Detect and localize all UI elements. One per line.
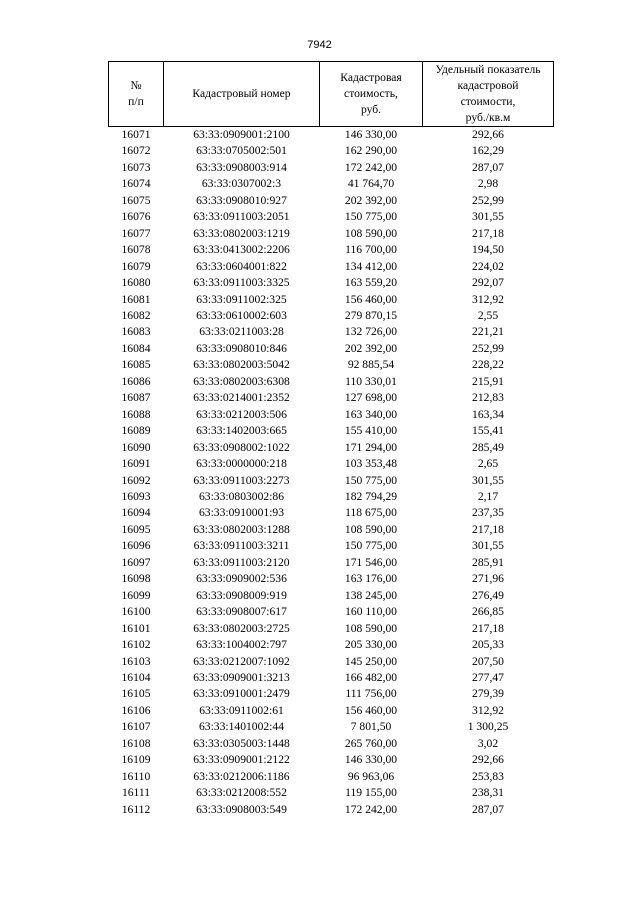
table-row [109, 505, 554, 521]
table-row [109, 423, 554, 439]
row-number-cell: 16076 [121, 210, 151, 224]
specific-value-cell: 285,91 [472, 555, 504, 569]
specific-value-cell: 224,02 [472, 259, 504, 273]
header-num-line: п/п [128, 95, 144, 108]
cadastral-value-cell: 162 290,00 [344, 144, 398, 158]
cadastral-number-cell: 63:33:0911003:3325 [193, 276, 290, 290]
cadastral-number-cell: 63:33:0911003:3211 [193, 539, 290, 553]
table-row [109, 802, 554, 818]
cadastral-value-cell: 7 801,50 [350, 720, 392, 734]
row-number-cell: 16099 [121, 588, 151, 602]
cadastral-number-cell: 63:33:0610002:603 [196, 308, 287, 322]
header-specific-value-line: кадастровой [457, 79, 519, 92]
cadastral-value-cell: 172 242,00 [344, 160, 398, 174]
table-row [109, 308, 554, 324]
row-number-cell: 16088 [121, 407, 151, 421]
cadastral-number-cell: 63:33:0910001:93 [198, 506, 285, 520]
row-number-cell: 16093 [121, 489, 151, 503]
cadastral-table [108, 61, 554, 818]
cadastral-value-cell: 279 870,15 [344, 308, 398, 322]
cadastral-number-cell: 63:33:0413002:2206 [193, 243, 290, 257]
cadastral-number-cell: 63:33:0911003:2273 [193, 473, 290, 487]
specific-value-cell: 163,34 [472, 407, 504, 421]
header-cadastral-value [320, 62, 423, 127]
specific-value-cell: 215,91 [472, 374, 504, 388]
specific-value-cell: 312,92 [472, 703, 504, 717]
table-row [109, 292, 554, 308]
specific-value-cell: 287,07 [472, 160, 504, 174]
specific-value-cell: 221,21 [472, 325, 504, 339]
row-number-cell: 16100 [121, 605, 151, 619]
table-row [109, 242, 554, 258]
row-number-cell: 16072 [121, 144, 151, 158]
table-row [109, 407, 554, 423]
cadastral-value-cell: 163 340,00 [344, 407, 398, 421]
cadastral-number-cell: 63:33:0307002:3 [201, 177, 282, 191]
cadastral-value-cell: 265 760,00 [344, 736, 398, 750]
specific-value-cell: 277,47 [472, 670, 504, 684]
cadastral-number-cell: 63:33:0909001:3213 [193, 670, 290, 684]
row-number-cell: 16081 [121, 292, 151, 306]
cadastral-number-cell: 63:33:0000000:218 [196, 457, 287, 471]
specific-value-cell: 162,29 [472, 144, 504, 158]
table-row [109, 555, 554, 571]
table-row [109, 160, 554, 176]
table-row [109, 522, 554, 538]
cadastral-value-cell: 134 412,00 [344, 259, 398, 273]
cadastral-number-cell: 63:33:0908007:617 [196, 605, 287, 619]
table-row [109, 670, 554, 686]
header-specific-value-line: стоимости, [460, 95, 516, 108]
table-row [109, 226, 554, 242]
cadastral-number-cell: 63:33:0911002:61 [199, 703, 284, 717]
specific-value-cell: 217,18 [472, 621, 504, 635]
cadastral-value-cell: 96 963,06 [347, 769, 395, 783]
table-row [109, 538, 554, 554]
row-number-cell: 16110 [121, 769, 151, 783]
header-num-line: № [130, 79, 142, 92]
row-number-cell: 16075 [121, 193, 151, 207]
table-row [109, 324, 554, 340]
cadastral-value-cell: 127 698,00 [344, 391, 398, 405]
cadastral-number-cell: 63:33:0908010:927 [196, 193, 287, 207]
specific-value-cell: 228,22 [472, 358, 504, 372]
row-number-cell: 16112 [121, 802, 151, 816]
table-row [109, 259, 554, 275]
cadastral-value-cell: 108 590,00 [344, 226, 398, 240]
specific-value-cell: 301,55 [472, 210, 504, 224]
table-row [109, 736, 554, 752]
cadastral-number-cell: 63:33:0909002:536 [196, 572, 287, 586]
row-number-cell: 16080 [121, 276, 151, 290]
cadastral-number-cell: 63:33:0908010:846 [196, 341, 287, 355]
table-row [109, 390, 554, 406]
cadastral-number-cell: 63:33:0908009:919 [196, 588, 287, 602]
specific-value-cell: 292,07 [472, 276, 504, 290]
cadastral-value-cell: 92 885,54 [347, 358, 395, 372]
header-cadastral-number [164, 62, 320, 127]
cadastral-value-cell: 103 353,48 [344, 457, 398, 471]
table-body [109, 127, 554, 819]
cadastral-number-cell: 63:33:0604001:822 [196, 259, 287, 273]
row-number-cell: 16077 [121, 226, 151, 240]
specific-value-cell: 292,66 [472, 753, 504, 767]
specific-value-cell: 292,66 [472, 128, 504, 141]
specific-value-cell: 253,83 [472, 769, 504, 783]
specific-value-cell: 301,55 [472, 473, 504, 487]
row-number-cell: 16083 [121, 325, 151, 339]
specific-value-cell: 252,99 [472, 193, 504, 207]
cadastral-value-cell: 145 250,00 [344, 654, 398, 668]
cadastral-number-cell: 63:33:0911003:2120 [193, 555, 290, 569]
row-number-cell: 16086 [121, 374, 151, 388]
table-row [109, 440, 554, 456]
cadastral-value-cell: 116 700,00 [345, 243, 397, 257]
cadastral-value-cell: 108 590,00 [344, 621, 398, 635]
row-number-cell: 16096 [121, 539, 151, 553]
row-number-cell: 16090 [121, 440, 151, 454]
cadastral-value-cell: 119 155,00 [345, 786, 397, 800]
cadastral-number-cell: 63:33:0911002:325 [196, 292, 287, 306]
cadastral-number-cell: 63:33:0909001:2100 [193, 128, 290, 141]
table-header [109, 62, 554, 127]
cadastral-value-cell: 171 546,00 [344, 555, 398, 569]
cadastral-value-cell: 205 330,00 [344, 638, 398, 652]
cadastral-number-cell: 63:33:0910001:2479 [193, 687, 290, 701]
table-row [109, 588, 554, 604]
cadastral-number-cell: 63:33:0212008:552 [196, 786, 287, 800]
row-number-cell: 16106 [121, 703, 151, 717]
cadastral-value-cell: 150 775,00 [344, 473, 398, 487]
row-number-cell: 16108 [121, 736, 151, 750]
table-row [109, 719, 554, 735]
cadastral-value-cell: 118 675,00 [345, 506, 397, 520]
specific-value-cell: 301,55 [472, 539, 504, 553]
cadastral-number-cell: 63:33:0802003:1219 [193, 226, 290, 240]
specific-value-cell: 276,49 [472, 588, 504, 602]
cadastral-number-cell: 63:33:1004002:797 [196, 638, 287, 652]
table-row [109, 374, 554, 390]
table-row [109, 785, 554, 801]
cadastral-value-cell: 163 559,20 [344, 276, 398, 290]
table-row [109, 209, 554, 225]
row-number-cell: 16095 [121, 522, 151, 536]
table-row [109, 127, 554, 144]
specific-value-cell: 2,17 [477, 489, 499, 503]
page-number: 7942 [307, 39, 332, 51]
table-row [109, 489, 554, 505]
specific-value-cell: 287,07 [472, 802, 504, 816]
cadastral-number-cell: 63:33:0802003:2725 [193, 621, 290, 635]
table-row [109, 143, 554, 159]
cadastral-value-cell: 150 775,00 [344, 539, 398, 553]
cadastral-value-cell: 110 330,01 [345, 374, 397, 388]
cadastral-number-cell: 63:33:0305003:1448 [193, 736, 290, 750]
table-row [109, 571, 554, 587]
cadastral-number-cell: 63:33:0802003:5042 [193, 358, 290, 372]
row-number-cell: 16073 [121, 160, 151, 174]
row-number-cell: 16079 [121, 259, 151, 273]
cadastral-number-cell: 63:33:0211003:28 [199, 325, 284, 339]
cadastral-number-cell: 63:33:0803002:86 [198, 489, 285, 503]
table-row [109, 176, 554, 192]
specific-value-cell: 207,50 [472, 654, 504, 668]
row-number-cell: 16094 [121, 506, 151, 520]
specific-value-cell: 2,65 [477, 457, 499, 471]
specific-value-cell: 217,18 [472, 226, 504, 240]
row-number-cell: 16107 [121, 720, 151, 734]
table-row [109, 703, 554, 719]
cadastral-value-cell: 108 590,00 [344, 522, 398, 536]
specific-value-cell: 3,02 [477, 736, 499, 750]
row-number-cell: 16092 [121, 473, 151, 487]
cadastral-number-cell: 63:33:0908003:914 [196, 160, 287, 174]
table-row [109, 193, 554, 209]
specific-value-cell: 155,41 [472, 424, 504, 438]
row-number-cell: 16109 [121, 753, 151, 767]
cadastral-value-cell: 160 110,00 [345, 605, 397, 619]
header-num [109, 62, 164, 127]
cadastral-value-cell: 156 460,00 [344, 703, 398, 717]
specific-value-cell: 2,55 [477, 308, 499, 322]
cadastral-number-cell: 63:33:0802003:1288 [193, 522, 290, 536]
table-row [109, 604, 554, 620]
row-number-cell: 16074 [121, 177, 151, 191]
header-row [109, 62, 554, 127]
row-number-cell: 16082 [121, 308, 151, 322]
table-row [109, 357, 554, 373]
specific-value-cell: 271,96 [472, 572, 504, 586]
cadastral-value-cell: 202 392,00 [344, 193, 398, 207]
specific-value-cell: 266,85 [472, 605, 504, 619]
cadastral-number-cell: 63:33:0908003:549 [196, 802, 287, 816]
header-cadastral-value-line: стоимость, [344, 87, 398, 100]
table-row [109, 769, 554, 785]
specific-value-cell: 217,18 [472, 522, 504, 536]
cadastral-number-cell: 63:33:1402003:665 [196, 424, 287, 438]
cadastral-number-cell: 63:33:0705002:501 [196, 144, 287, 158]
table-row [109, 473, 554, 489]
specific-value-cell: 1 300,25 [467, 720, 509, 734]
cadastral-value-cell: 202 392,00 [344, 341, 398, 355]
row-number-cell: 16091 [121, 457, 151, 471]
cadastral-value-cell: 172 242,00 [344, 802, 398, 816]
cadastral-number-cell: 63:33:0909001:2122 [193, 753, 290, 767]
cadastral-number-cell: 63:33:0214001:2352 [193, 391, 290, 405]
specific-value-cell: 205,33 [472, 638, 504, 652]
row-number-cell: 16111 [121, 786, 151, 800]
row-number-cell: 16105 [121, 687, 151, 701]
header-specific-value [423, 62, 554, 127]
cadastral-value-cell: 146 330,00 [344, 753, 398, 767]
table-row [109, 654, 554, 670]
specific-value-cell: 194,50 [472, 243, 504, 257]
cadastral-number-cell: 63:33:0212006:1186 [193, 769, 290, 783]
row-number-cell: 16089 [121, 424, 151, 438]
header-cadastral-value-line: руб. [360, 103, 382, 116]
row-number-cell: 16078 [121, 243, 151, 257]
cadastral-value-cell: 155 410,00 [344, 424, 398, 438]
specific-value-cell: 252,99 [472, 341, 504, 355]
row-number-cell: 16102 [121, 638, 151, 652]
row-number-cell: 16101 [121, 621, 151, 635]
table-row [109, 686, 554, 702]
header-cadastral-value-line: Кадастровая [340, 71, 402, 84]
cadastral-number-cell: 63:33:0908002:1022 [193, 440, 290, 454]
row-number-cell: 16087 [121, 391, 151, 405]
table-row [109, 752, 554, 768]
row-number-cell: 16103 [121, 654, 151, 668]
table-row [109, 456, 554, 472]
cadastral-value-cell: 111 756,00 [345, 687, 397, 701]
row-number-cell: 16084 [121, 341, 151, 355]
specific-value-cell: 238,31 [472, 786, 504, 800]
header-specific-value-line: Удельный показатель [435, 63, 541, 76]
header-specific-value-line: руб./кв.м [465, 111, 511, 124]
specific-value-cell: 237,35 [472, 506, 504, 520]
row-number-cell: 16104 [121, 670, 151, 684]
specific-value-cell: 285,49 [472, 440, 504, 454]
row-number-cell: 16071 [121, 128, 151, 141]
header-cadastral-number-line: Кадастровый номер [192, 87, 291, 100]
specific-value-cell: 312,92 [472, 292, 504, 306]
row-number-cell: 16098 [121, 572, 151, 586]
cadastral-value-cell: 146 330,00 [344, 128, 398, 141]
cadastral-value-cell: 150 775,00 [344, 210, 398, 224]
cadastral-number-cell: 63:33:0911003:2051 [193, 210, 290, 224]
cadastral-value-cell: 41 764,70 [347, 177, 395, 191]
cadastral-value-cell: 171 294,00 [344, 440, 398, 454]
cadastral-value-cell: 132 726,00 [344, 325, 398, 339]
table-row [109, 637, 554, 653]
specific-value-cell: 212,83 [472, 391, 504, 405]
cadastral-value-cell: 182 794,29 [344, 489, 398, 503]
cadastral-number-cell: 63:33:0212007:1092 [193, 654, 290, 668]
table-row [109, 275, 554, 291]
row-number-cell: 16097 [121, 555, 151, 569]
table-row [109, 621, 554, 637]
cadastral-number-cell: 63:33:1401002:44 [198, 720, 285, 734]
cadastral-value-cell: 163 176,00 [344, 572, 398, 586]
cadastral-value-cell: 166 482,00 [344, 670, 398, 684]
specific-value-cell: 279,39 [472, 687, 504, 701]
cadastral-value-cell: 156 460,00 [344, 292, 398, 306]
specific-value-cell: 2,98 [477, 177, 499, 191]
table-row [109, 341, 554, 357]
cadastral-value-cell: 138 245,00 [344, 588, 398, 602]
cadastral-number-cell: 63:33:0802003:6308 [193, 374, 290, 388]
row-number-cell: 16085 [121, 358, 151, 372]
cadastral-number-cell: 63:33:0212003:506 [196, 407, 287, 421]
